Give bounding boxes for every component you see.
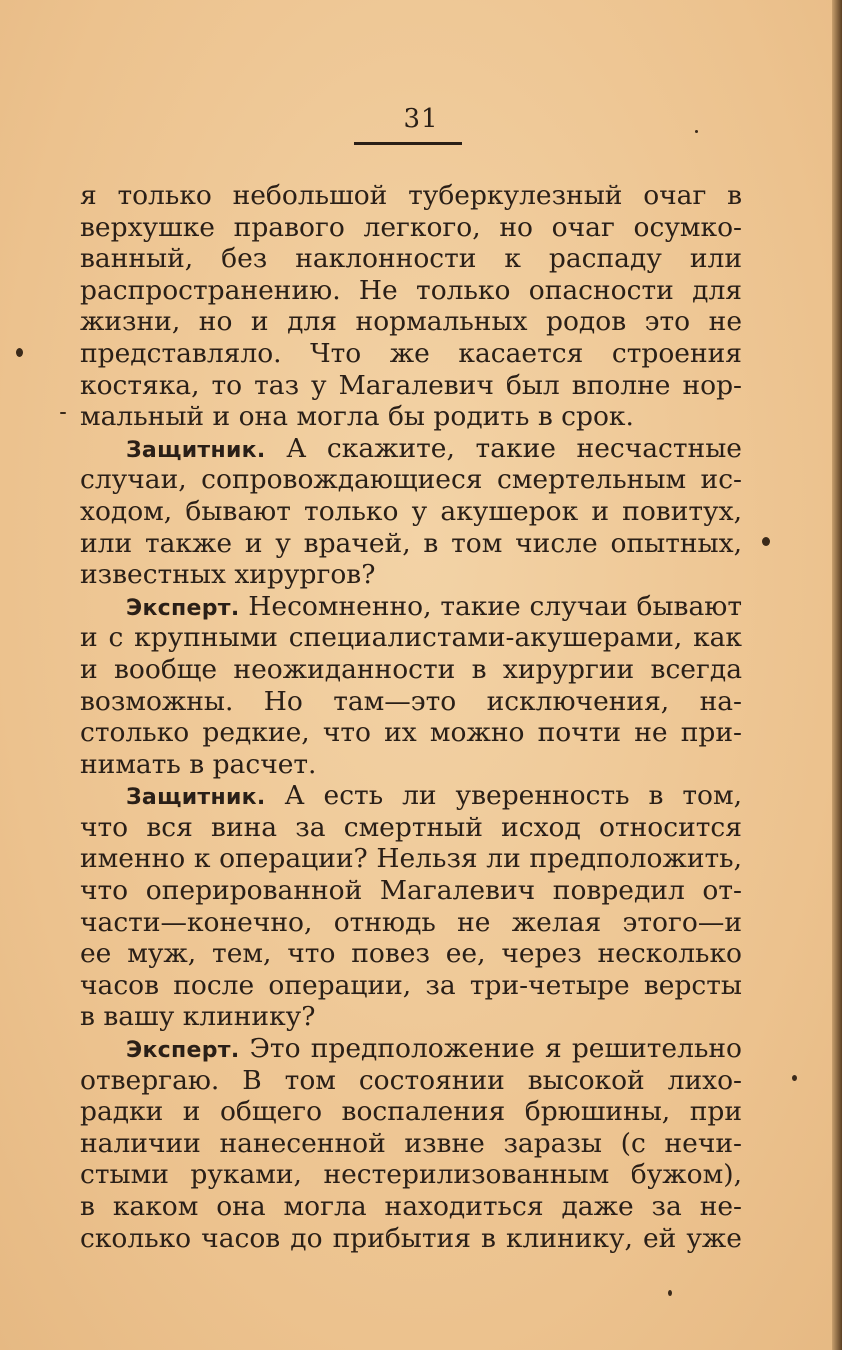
- line-text: радки и общего воспаления брюшины, при: [80, 1096, 742, 1128]
- text-line: [80, 370, 742, 402]
- line-text: что оперированной Магалевич повредил от-: [80, 875, 742, 907]
- line-text: я только небольшой туберкулезный очаг в: [80, 180, 742, 211]
- ink-speck: [762, 537, 770, 546]
- line-text: жизни, но и для нормальных родов это не: [80, 306, 742, 338]
- line-text: ходом, бывают только у акушерок и повитух,: [80, 495, 742, 527]
- text-line: [80, 180, 742, 212]
- line-text: часов после операции, за три-четыре версты: [80, 969, 742, 1001]
- speaker-label: Эксперт.: [126, 595, 240, 621]
- text-line: [80, 243, 742, 275]
- page-number: 31: [403, 104, 439, 134]
- line-text: костяка, то таз у Магалевич был вполне нор-: [80, 369, 742, 401]
- text-line: [80, 875, 742, 907]
- ink-speck: [60, 412, 66, 414]
- speaker-label: Эксперт.: [126, 1038, 240, 1064]
- ink-speck: [668, 1290, 672, 1296]
- line-text: и с крупными специалистами-акушерами, как: [80, 622, 742, 654]
- line-text: сколько часов до прибытия в клинику, ей уже: [80, 1222, 742, 1254]
- line-text: случаи, сопровождающиеся смертельным ис-: [80, 464, 742, 496]
- text-line: [80, 1096, 742, 1128]
- line-text: мальный и она могла бы родить в срок.: [80, 401, 634, 433]
- speaker-label: Защитник.: [126, 785, 266, 811]
- text-line: [80, 1065, 742, 1097]
- text-line: [80, 622, 742, 654]
- line-text: Несомненно, такие случаи бывают: [239, 590, 742, 622]
- line-text: или также и у врачей, в том числе опытных,: [80, 527, 742, 559]
- text-line: [80, 306, 742, 338]
- line-text: ее муж, тем, что повез ее, через несколько: [80, 938, 742, 970]
- text-line: [80, 1001, 742, 1033]
- text-line: [80, 1033, 742, 1065]
- text-line: [80, 496, 742, 528]
- text-line: [80, 401, 742, 433]
- page-number-rule: [354, 142, 462, 145]
- text-line: [80, 970, 742, 1002]
- line-text: стыми руками, нестерилизованным бужом),: [80, 1159, 742, 1191]
- line-text: части—конечно, отнюдь не желая этого—и: [80, 906, 742, 938]
- line-text: Это предположение я решительно: [239, 1033, 742, 1065]
- text-line: [80, 591, 742, 623]
- line-text: в вашу клинику?: [80, 1001, 316, 1033]
- text-line: [80, 1191, 742, 1223]
- text-line: [80, 275, 742, 307]
- line-text: известных хирургов?: [80, 559, 376, 591]
- text-line: [80, 907, 742, 939]
- line-text: представляло. Что же касается строения: [80, 337, 742, 369]
- line-text: нимать в расчет.: [80, 748, 317, 780]
- line-text: возможны. Но там—это исключения, на-: [80, 685, 742, 717]
- ink-speck: [792, 1075, 797, 1081]
- text-line: [80, 780, 742, 812]
- line-text: именно к операции? Нельзя ли предположить,: [80, 843, 742, 875]
- text-line: [80, 749, 742, 781]
- line-text: А скажите, такие несчастные: [265, 432, 742, 464]
- text-line: [80, 1159, 742, 1191]
- ink-speck: [16, 348, 23, 357]
- ink-speck: [695, 130, 698, 133]
- text-line: [80, 212, 742, 244]
- page-edge-shadow: [832, 0, 842, 1350]
- line-text: в каком она могла находиться даже за не-: [80, 1191, 742, 1222]
- body-text: [80, 180, 742, 1254]
- text-line: [80, 559, 742, 591]
- text-line: [80, 528, 742, 560]
- text-line: [80, 686, 742, 718]
- text-line: [80, 338, 742, 370]
- text-line: [80, 938, 742, 970]
- line-text: верхушке правого легкого, но очаг осумко-: [80, 211, 742, 243]
- text-line: [80, 654, 742, 686]
- text-line: [80, 1128, 742, 1160]
- speaker-label: Защитник.: [126, 437, 266, 463]
- text-line: [80, 717, 742, 749]
- text-line: [80, 433, 742, 465]
- line-text: А есть ли уверенность в том,: [265, 780, 742, 812]
- line-text: отвергаю. В том состоянии высокой лихо-: [80, 1064, 742, 1096]
- line-text: и вообще неожиданности в хирургии всегда: [80, 653, 742, 685]
- text-line: [80, 1223, 742, 1255]
- text-line: [80, 843, 742, 875]
- line-text: столько редкие, что их можно почти не при-: [80, 717, 742, 749]
- line-text: наличии нанесенной извне заразы (с нечи-: [80, 1127, 742, 1159]
- line-text: ванный, без наклонности к распаду или: [80, 243, 742, 275]
- text-line: [80, 812, 742, 844]
- line-text: распространению. Не только опасности для: [80, 274, 742, 306]
- text-line: [80, 464, 742, 496]
- line-text: что вся вина за смертный исход относится: [80, 811, 742, 843]
